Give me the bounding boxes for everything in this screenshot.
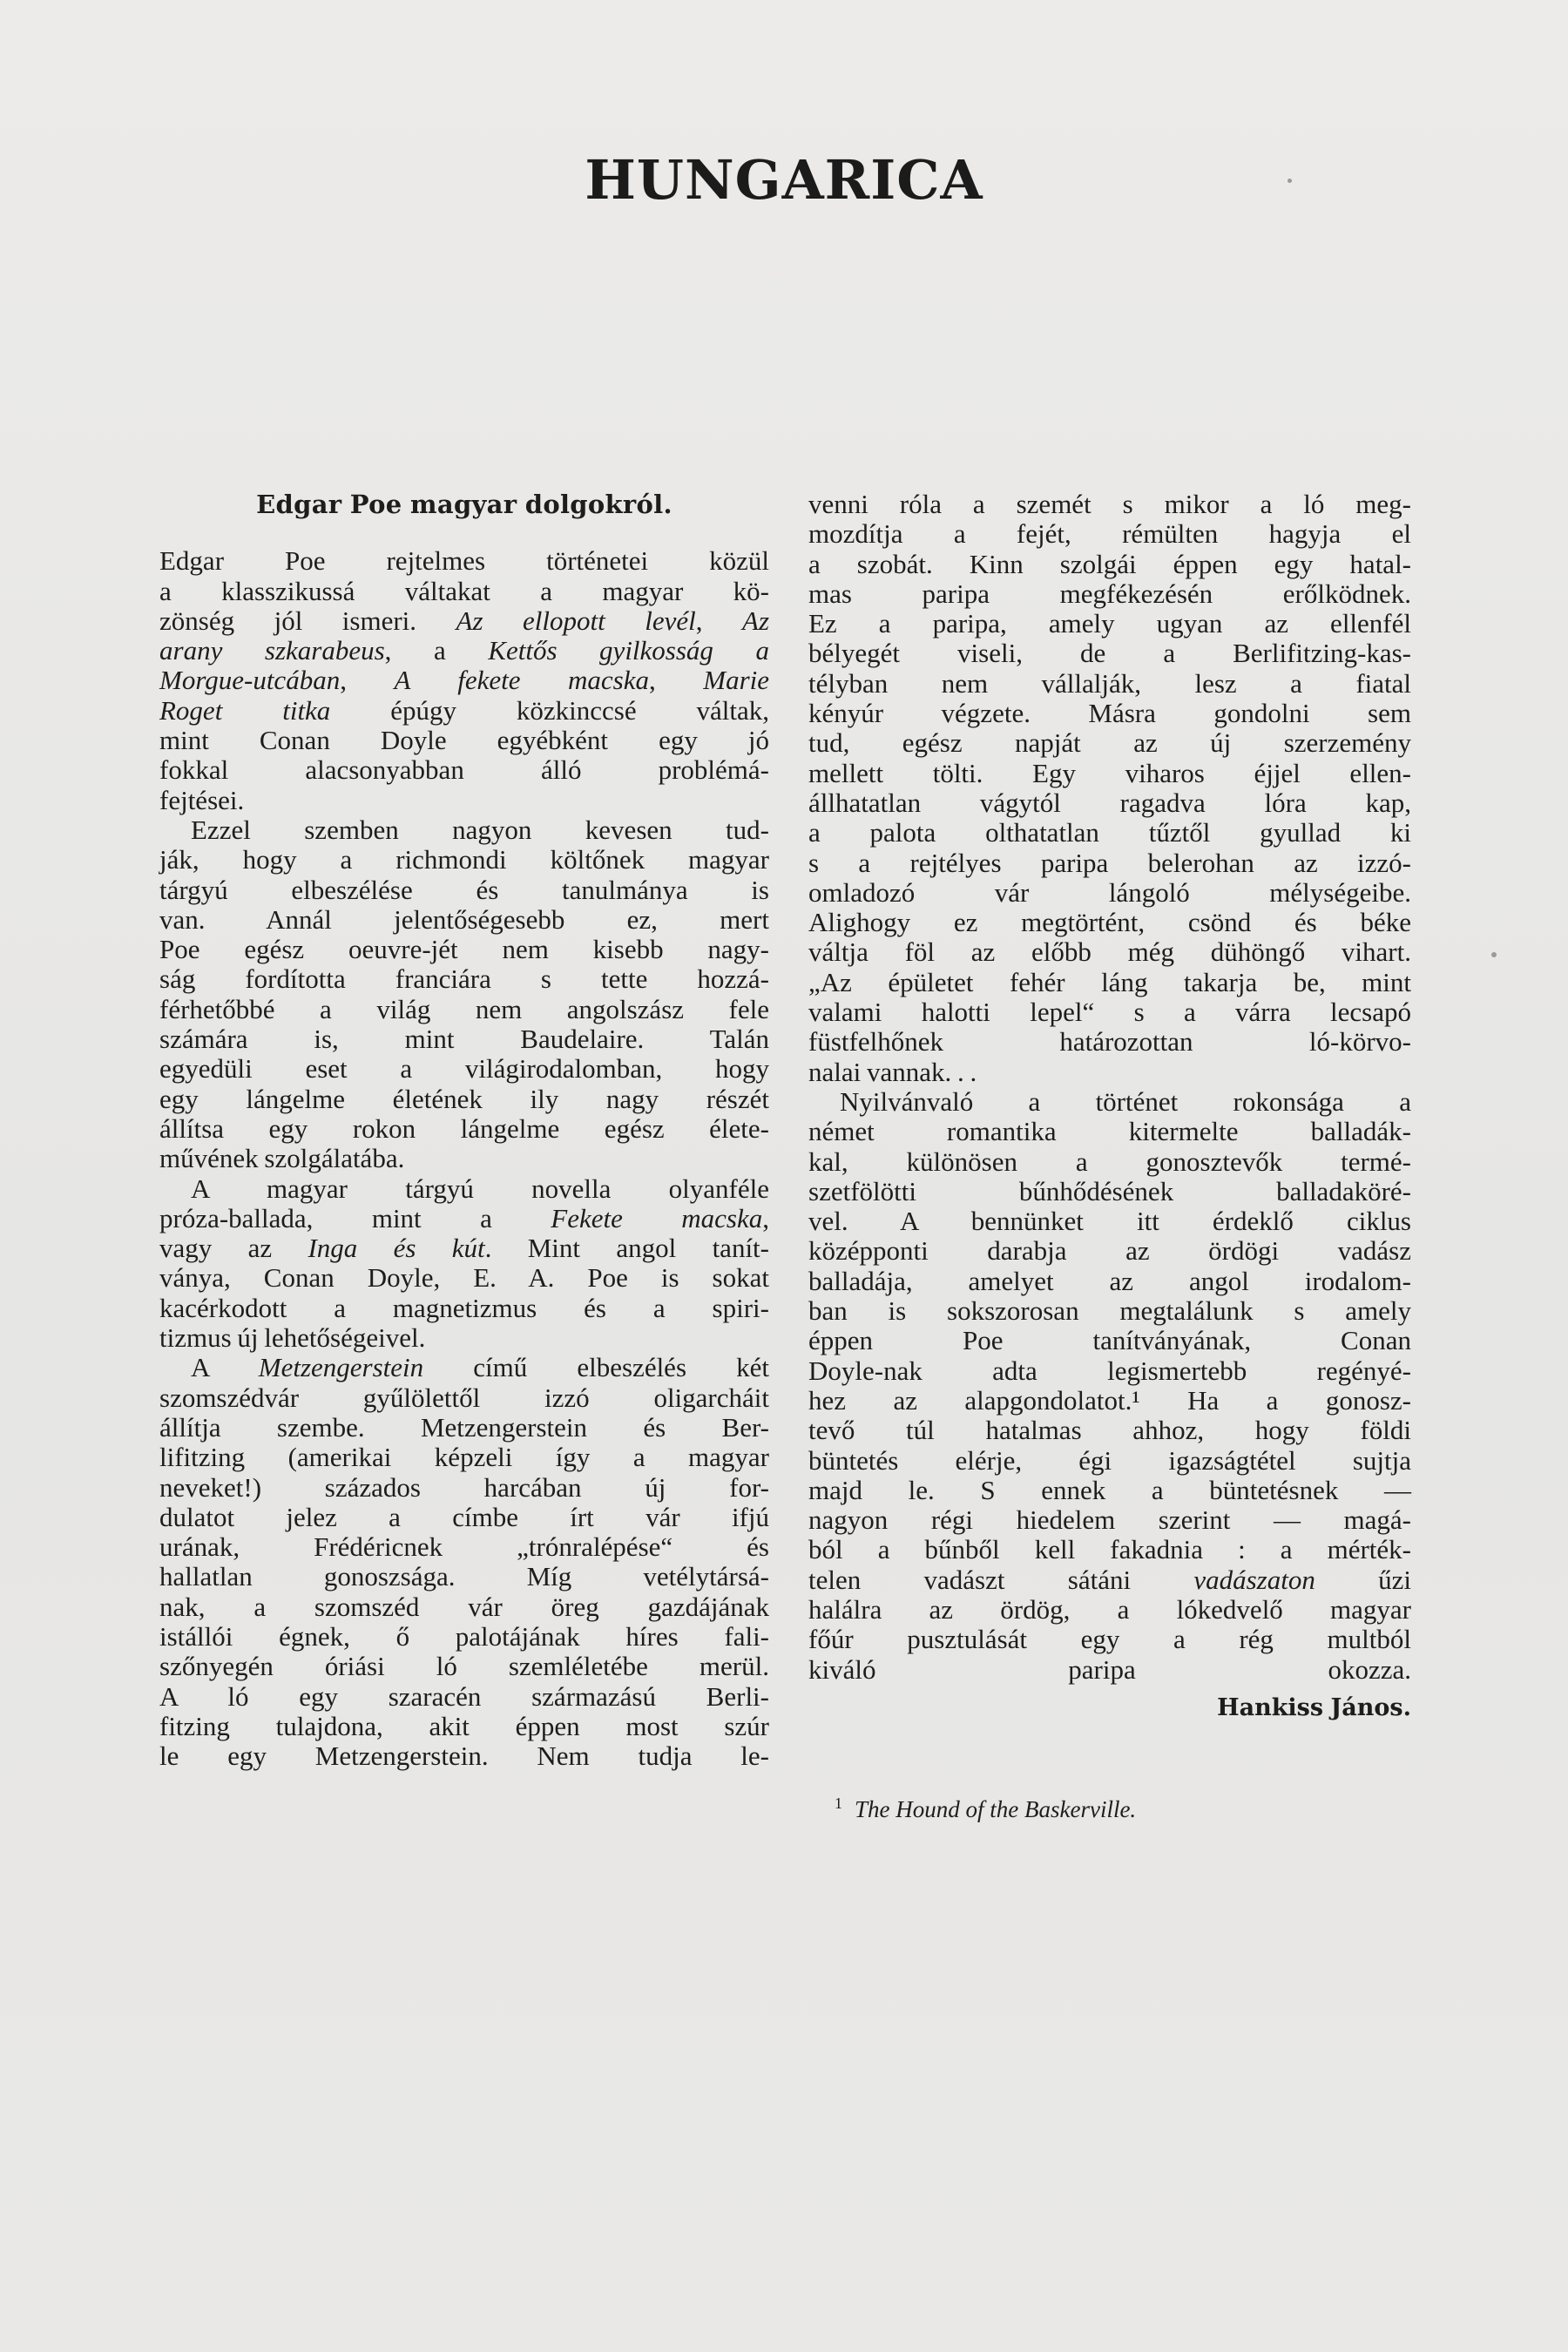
left-column-line: tárgyú elbeszélése és tanulmánya is	[159, 874, 769, 905]
left-column-line: le egy Metzengerstein. Nem tudja le-	[159, 1740, 769, 1772]
left-column-line: Roget titka épúgy közkinccsé váltak,	[159, 694, 769, 726]
right-column-line: szetfölötti bűnhődésének balladaköré-	[808, 1175, 1411, 1206]
left-column-line: számára is, mint Baudelaire. Talán	[159, 1024, 769, 1055]
left-column-line: A Metzengerstein című elbeszélés két	[191, 1352, 769, 1383]
right-column-line: nagyon régi hiedelem szerint — magá-	[808, 1504, 1411, 1536]
left-column-text	[159, 546, 769, 1771]
right-column-line: Alighogy ez megtörtént, csönd és béke	[808, 907, 1411, 938]
left-column	[159, 490, 769, 1771]
left-column-line: A ló egy szaracén származású Berli-	[159, 1680, 769, 1712]
right-column-line: s a rejtélyes paripa belerohan az izzó-	[808, 847, 1411, 878]
left-column-line: szőnyegén óriási ló szemléletébe merül.	[159, 1651, 769, 1682]
left-column-line: arany szkarabeus, a Kettős gyilkosság a	[159, 635, 769, 666]
running-header: HUNGARICA	[585, 148, 983, 212]
right-column-line: főúr pusztulását egy a rég multból	[808, 1624, 1411, 1655]
author-signature: Hankiss János.	[1217, 1693, 1411, 1721]
left-column-line: fokkal alacsonyabban álló problémá-	[159, 754, 769, 786]
right-column-line: állhatatlan vágytól ragadva lóra kap,	[808, 787, 1411, 818]
right-column	[808, 490, 1411, 1723]
footnote-text: The Hound of the Baskerville.	[855, 1796, 1137, 1822]
left-column-line: ják, hogy a richmondi költőnek magyar	[159, 844, 769, 875]
left-column-line: zönség jól ismeri. Az ellopott levél, Az	[159, 605, 770, 636]
right-column-line: középponti darabja az ördögi vadász	[808, 1235, 1411, 1267]
right-column-text	[808, 490, 1411, 1685]
left-column-line: egy lángelme életének ily nagy részét	[159, 1083, 769, 1114]
right-column-line: Nyilvánvaló a történet rokonsága a	[840, 1085, 1411, 1117]
right-column-line: kényúr végzete. Másra gondolni sem	[808, 698, 1411, 729]
right-column-line: füstfelhőnek határozottan ló-körvo-	[808, 1026, 1411, 1058]
right-column-line: venni róla a szemét s mikor a ló meg-	[808, 489, 1411, 519]
left-column-line: van. Annál jelentőségesebb ez, mert	[159, 903, 769, 935]
right-column-line: vel. A bennünket itt érdeklő ciklus	[808, 1206, 1411, 1237]
left-column-line: nak, a szomszéd vár öreg gazdájának	[159, 1591, 769, 1622]
right-column-line: nalai vannak. . .	[808, 1056, 977, 1087]
right-column-line: a szobát. Kinn szolgái éppen egy hatal-	[808, 548, 1411, 579]
left-column-line: próza-ballada, mint a Fekete macska,	[159, 1202, 769, 1233]
right-column-line: Ez a paripa, amely ugyan az ellenfél	[808, 608, 1411, 639]
right-column-line: „Az épületet fehér láng takarja be, mint	[808, 966, 1411, 997]
right-column-line: télyban nem vállalják, lesz a fiatal	[808, 667, 1411, 699]
left-column-line: szomszédvár gyűlölettől izzó oligarcháit	[159, 1382, 769, 1413]
right-column-line: mas paripa megfékezésén erőlködnek.	[808, 578, 1411, 609]
left-column-line: urának, Frédéricnek „trónralépése“ és	[159, 1531, 769, 1563]
right-column-line: váltja föl az előbb még dühöngő vihart.	[808, 936, 1411, 968]
left-column-line: neveket!) százados harcában új for-	[159, 1471, 769, 1503]
left-column-line: dulatot jelez a címbe írt vár ifjú	[159, 1501, 769, 1532]
right-column-line: mozdítja a fejét, rémülten hagyja el	[808, 518, 1411, 550]
right-column-line: Doyle-nak adta legismertebb regényé-	[808, 1355, 1411, 1386]
right-column-line: balladája, amelyet az angol irodalom-	[808, 1265, 1411, 1296]
right-column-line: kal, különösen a gonosztevők termé-	[808, 1146, 1411, 1177]
paper-speck	[1288, 179, 1292, 183]
right-column-line: halálra az ördög, a lókedvelő magyar	[808, 1593, 1411, 1625]
right-column-line: bélyegét viseli, de a Berlifitzing-kas-	[808, 638, 1411, 669]
left-column-line: Edgar Poe rejtelmes történetei közül	[159, 545, 769, 577]
right-column-line: mellett tölti. Egy viharos éjjel ellen-	[808, 757, 1411, 788]
left-column-line: tizmus új lehetőségeivel.	[159, 1322, 426, 1354]
right-column-line: majd le. S ennek a büntetésnek —	[808, 1474, 1411, 1505]
right-column-line: omladozó vár lángoló mélységeibe.	[808, 876, 1411, 908]
right-column-line: valami halotti lepel“ s a várra lecsapó	[808, 997, 1411, 1028]
footnote	[835, 1796, 1136, 1823]
right-column-line: ból a bűnből kell fakadnia : a mérték-	[808, 1534, 1411, 1565]
left-column-line: állítja szembe. Metzengerstein és Ber-	[159, 1411, 769, 1443]
left-column-line: állítsa egy rokon lángelme egész élete-	[159, 1112, 769, 1144]
left-column-line: hallatlan gonoszsága. Míg vetélytársá-	[159, 1561, 769, 1592]
left-column-line: fejtései.	[159, 784, 245, 815]
footnote-mark: 1	[835, 1794, 842, 1812]
left-column-line: istállói égnek, ő palotájának híres fali-	[159, 1620, 769, 1652]
left-column-line: ság fordította franciára s tette hozzá-	[159, 963, 769, 995]
right-column-line: ban is sokszorosan megtalálunk s amely	[808, 1295, 1411, 1327]
right-column-line: tud, egész napját az új szerzemény	[808, 727, 1411, 759]
left-column-line: Poe egész oeuvre-jét nem kisebb nagy-	[159, 934, 769, 965]
paper-speck	[1491, 952, 1497, 957]
left-column-line: kacérkodott a magnetizmus és a spiri-	[159, 1292, 769, 1323]
left-column-line: Ezzel szemben nagyon kevesen tud-	[191, 814, 769, 845]
left-column-line: A magyar tárgyú novella olyanféle	[191, 1173, 769, 1204]
right-column-line: büntetés elérje, égi igazságtétel sujtja	[808, 1444, 1411, 1476]
right-column-line: hez az alapgondolatot.¹ Ha a gonosz-	[808, 1384, 1411, 1416]
left-column-line: vagy az Inga és kút. Mint angol tanít-	[159, 1233, 769, 1264]
right-column-line: tevő túl hatalmas ahhoz, hogy földi	[808, 1415, 1411, 1446]
article-title: Edgar Poe magyar dolgokról.	[256, 490, 672, 519]
right-column-line: telen vadászt sátáni vadászaton űzi	[808, 1564, 1411, 1595]
left-column-line: lifitzing (amerikai képzeli így a magyar	[159, 1442, 769, 1473]
right-column-line: éppen Poe tanítványának, Conan	[808, 1325, 1411, 1356]
right-column-line: a palota olthatatlan tűztől gyullad ki	[808, 817, 1411, 848]
right-column-line: kiváló paripa okozza.	[808, 1653, 1411, 1685]
right-column-line: német romantika kitermelte balladák-	[808, 1116, 1411, 1147]
left-column-line: mint Conan Doyle egyébként egy jó	[159, 725, 769, 756]
left-column-line: férhetőbbé a világ nem angolszász fele	[159, 993, 769, 1024]
left-column-line: Morgue-utcában, A fekete macska, Marie	[159, 665, 770, 696]
left-column-line: ványa, Conan Doyle, E. A. Poe is sokat	[159, 1262, 769, 1294]
left-column-line: a klasszikussá váltakat a magyar kö-	[159, 575, 769, 606]
left-column-line: művének szolgálatába.	[159, 1143, 405, 1174]
left-column-line: fitzing tulajdona, akit éppen most szúr	[159, 1710, 769, 1741]
left-column-line: egyedüli eset a világirodalomban, hogy	[159, 1053, 769, 1085]
